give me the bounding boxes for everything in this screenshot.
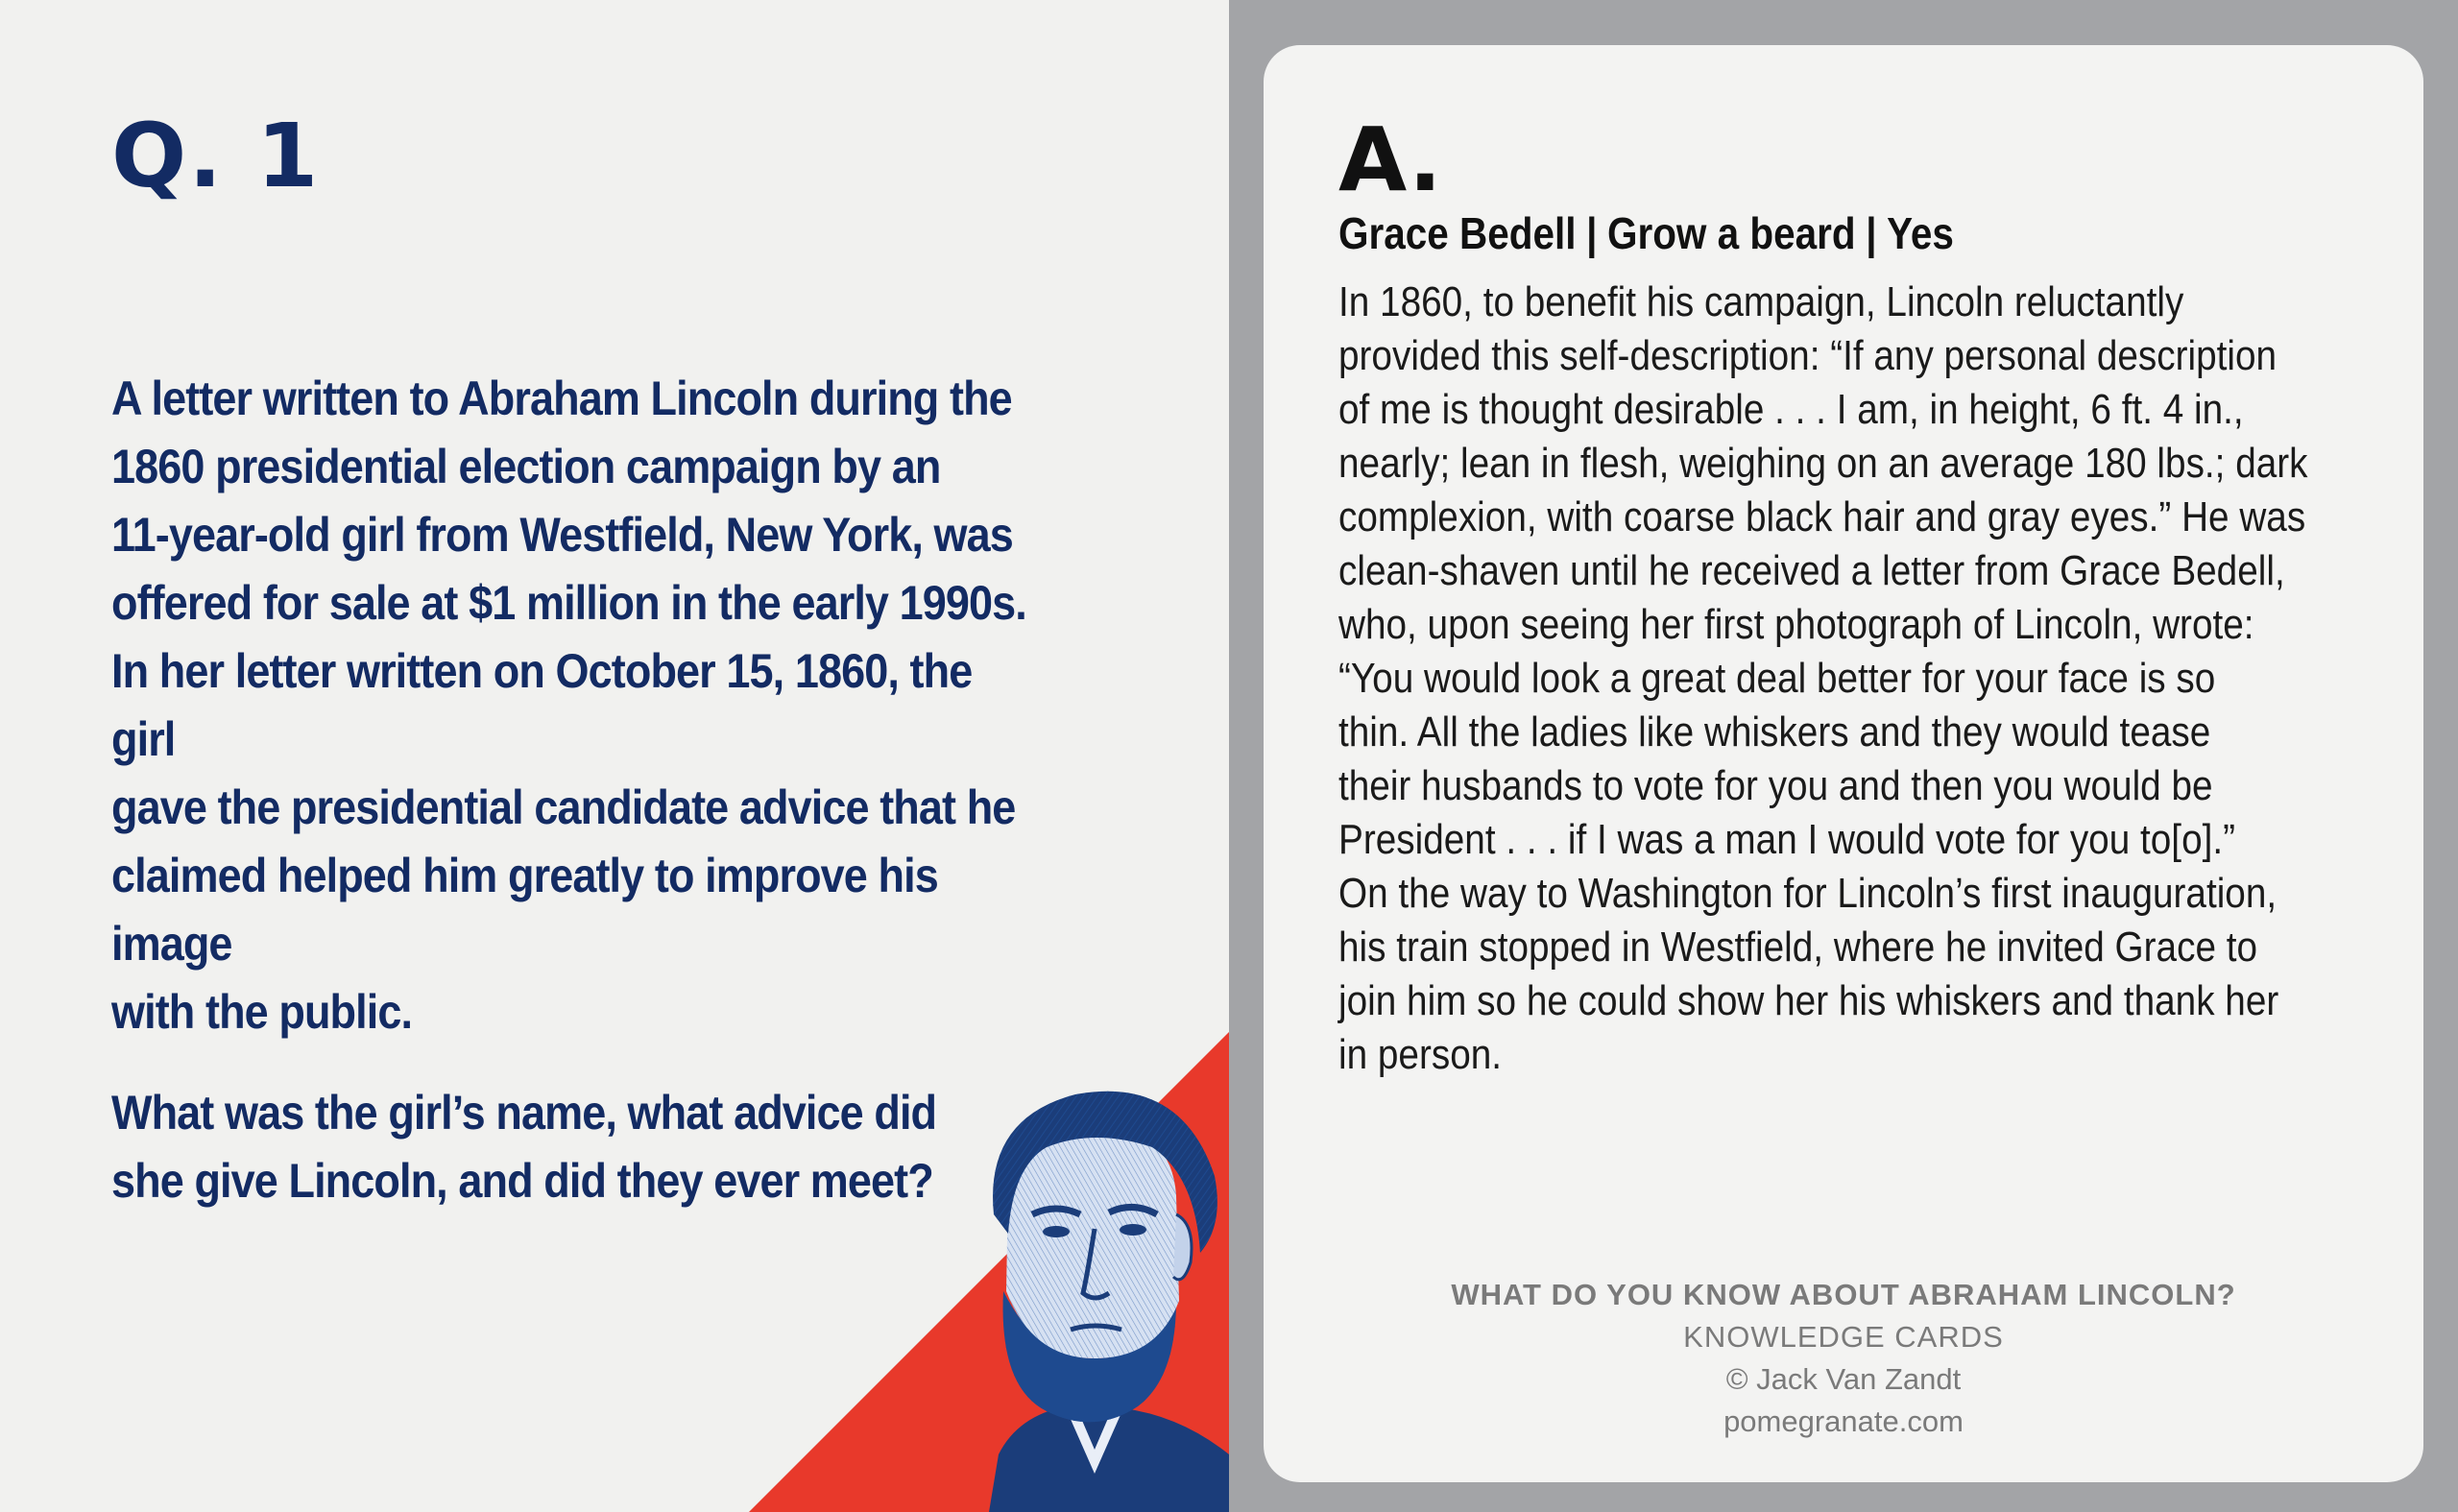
prompt-line: What was the girl’s name, what advice did [111,1086,937,1140]
question-line: claimed helped him greatly to improve his image [111,849,938,971]
question-line: 11-year-old girl from Westfield, New York, was [111,508,1013,562]
answer-label: A. [1338,108,1442,211]
question-line: A letter written to Abraham Lincoln during the [111,372,1012,425]
answer-met: Yes [1887,208,1954,258]
card-credits [1264,1274,2423,1443]
short-answer [1338,206,1954,260]
answer-name: Grace Bedell [1338,208,1577,258]
question-prompt [111,1079,1045,1215]
answer-line: clean-shaven until he received a letter from Grace Bedell, [1338,547,2285,594]
publisher-website: pomegranate.com [1723,1404,1964,1438]
question-line: with the public. [111,985,413,1039]
prompt-line: she give Lincoln, and did they ever meet? [111,1154,933,1208]
question-line: gave the presidential candidate advice that he [111,780,1016,834]
answer-line: in person. [1338,1031,1503,1078]
answer-line: thin. All the ladies like whiskers and they would tease [1338,708,2211,756]
answer-line: provided this self-description: “If any personal description [1338,332,2277,379]
answer-line: of me is thought desirable . . . I am, in height, 6 ft. 4 in., [1338,386,2244,433]
series-title: WHAT DO YOU KNOW ABOUT ABRAHAM LINCOLN? [1451,1278,2236,1311]
answer-explanation [1338,276,2335,1082]
answer-line: join him so he could show her his whiskers and thank her [1338,977,2279,1024]
answer-line: complexion, with coarse black hair and gray eyes.” He was [1338,493,2306,540]
answer-line: who, upon seeing her first photograph of Lincoln, wrote: [1338,601,2254,648]
answer-line: President . . . if I was a man I would vote for you to[o].” [1338,816,2236,863]
series-subtitle: KNOWLEDGE CARDS [1683,1320,2004,1354]
question-line: In her letter written on October 15, 1860, the girl [111,644,973,766]
copyright-notice: © Jack Van Zandt [1725,1362,1962,1396]
question-line: 1860 presidential election campaign by an [111,440,941,493]
answer-line: his train stopped in Westfield, where he invited Grace to [1338,924,2258,971]
answer-line: On the way to Washington for Lincoln’s first inauguration, [1338,870,2277,917]
question-number: Q. 1 [111,105,321,207]
question-line: offered for sale at $1 million in the early 1990s. [111,576,1026,630]
question-paragraph [111,365,1045,1046]
answer-separator: | [1866,208,1877,258]
answer-line: In 1860, to benefit his campaign, Lincoln reluctantly [1338,278,2184,325]
answer-advice: Grow a beard [1606,208,1856,258]
answer-separator: | [1586,208,1598,258]
answer-card [1264,45,2423,1482]
question-body [111,365,1148,1215]
answer-line: “You would look a great deal better for your face is so [1338,655,2216,702]
answer-line: their husbands to vote for you and then you would be [1338,762,2213,809]
answer-line: nearly; lean in flesh, weighing on an average 180 lbs.; dark [1338,440,2308,487]
